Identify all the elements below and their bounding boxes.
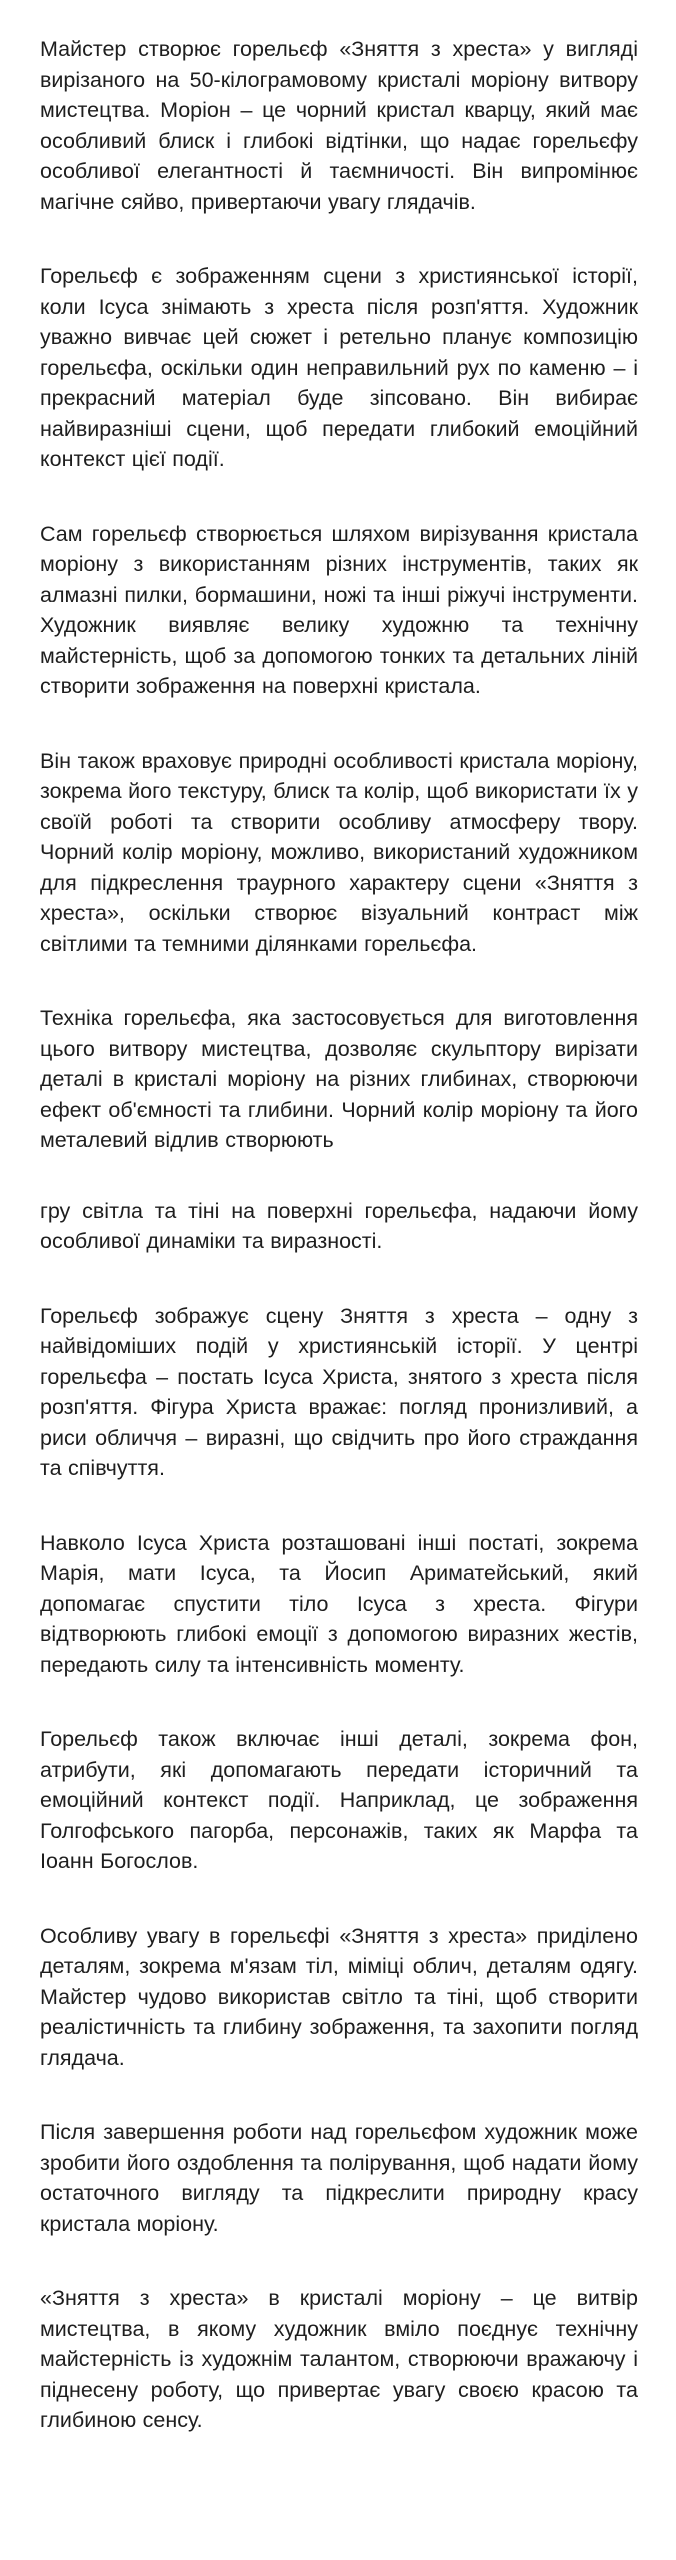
paragraph-intro-morion: Майстер створює горельєф «Зняття з хреста» у вигляді вирізаного на 50-кілограмовому кристалі моріону витвору мистецтва. Моріон – це чорний кристал кварцу, який має особливий блиск і глибокі відтінки, що надає горельєфу особливої елегантності й таємничості. Він випромінює магічне сяйво, привертаючи увагу глядачів. bbox=[40, 37, 638, 214]
paragraph-central-figure: Горельєф зображує сцену Зняття з хреста – одну з найвідоміших подій у християнській історії. У центрі горельєфа – постать Ісуса Христа, знятого з хреста після розп'яття. Фігура Христа вражає: погляд пронизливий, а риси обличчя – виразні, що свідчить про його страждання та співчуття. bbox=[40, 1303, 638, 1480]
paragraph-light-shadow: гру світла та тіні на поверхні горельєфа, надаючи йому особливої динаміки та виразності. bbox=[40, 1198, 638, 1253]
paragraph-attention-to-detail: Особливу увагу в горельєфі «Зняття з хреста» приділено деталям, зокрема м'язам тіл, міміці облич, деталям одягу. Майстер чудово використав світло та тіні, щоб створити реалістичність та глибину зображення, та захопити погляд глядача. bbox=[40, 1923, 638, 2070]
paragraph-cutting-tools: Сам горельєф створюється шляхом вирізування кристала моріону з використанням різних інструментів, таких як алмазні пилки, бормашини, ножі та інші ріжучі інструменти. Художник виявляє велику художню та технічну майстерність, щоб за допомогою тонких та детальних ліній створити зображення на поверхні кристала. bbox=[40, 521, 638, 698]
paragraph-surrounding-figures: Навколо Ісуса Христа розташовані інші постаті, зокрема Марія, мати Ісуса, та Йосип Ариматейський, який допомагає спустити тіло Ісуса з хреста. Фігури відтворюють глибокі емоції з допомогою виразних жестів, передають силу та інтенсивність моменту. bbox=[40, 1530, 638, 1677]
paragraph-conclusion: «Зняття з хреста» в кристалі моріону – це витвір мистецтва, в якому художник вміло поєднує технічну майстерність із художнім талантом, створюючи вражаючу і піднесену роботу, що привертає увагу своєю красою та глибиною сенсу. bbox=[40, 2286, 638, 2432]
paragraph-technique: Техніка горельєфа, яка застосовується для виготовлення цього витвору мистецтва, дозволяє скульптору вирізати деталі в кристалі моріону на різних глибинах, створюючи ефект об'ємності та глибини. Чорний колір моріону та його металевий відлив створюють bbox=[40, 1006, 638, 1152]
paragraph-natural-features: Він також враховує природні особливості кристала моріону, зокрема його текстуру, блиск та колір, щоб використати їх у своїй роботі та створити особливу атмосферу твору. Чорний колір моріону, можливо, використаний художником для підкреслення траурного характеру сцени «Зняття з хреста», оскільки створює візуальний контраст між світлими та темними ділянками горельєфа. bbox=[40, 748, 638, 956]
paragraph-polishing: Після завершення роботи над горельєфом художник може зробити його оздоблення та полірування, щоб надати йому остаточного вигляду та підкреслити природну красу кристала моріону. bbox=[40, 2120, 638, 2236]
paragraph-christian-scene: Горельєф є зображенням сцени з християнської історії, коли Ісуса знімають з хреста після розп'яття. Художник уважно вивчає цей сюжет і ретельно планує композицію горельєфа, оскільки один неправильний рух по каменю – і прекрасний матеріал буде зіпсовано. Він вибирає найвиразніші сцени, щоб передати глибокий емоційний контекст цієї події. bbox=[40, 264, 638, 471]
paragraph-other-details: Горельєф також включає інші деталі, зокрема фон, атрибути, які допомагають передати історичний та емоційний контекст події. Наприклад, це зображення Голгофського пагорба, персонажів, таких як Марфа та Іоанн Богослов. bbox=[40, 1727, 638, 1873]
article-body bbox=[40, 34, 638, 2436]
